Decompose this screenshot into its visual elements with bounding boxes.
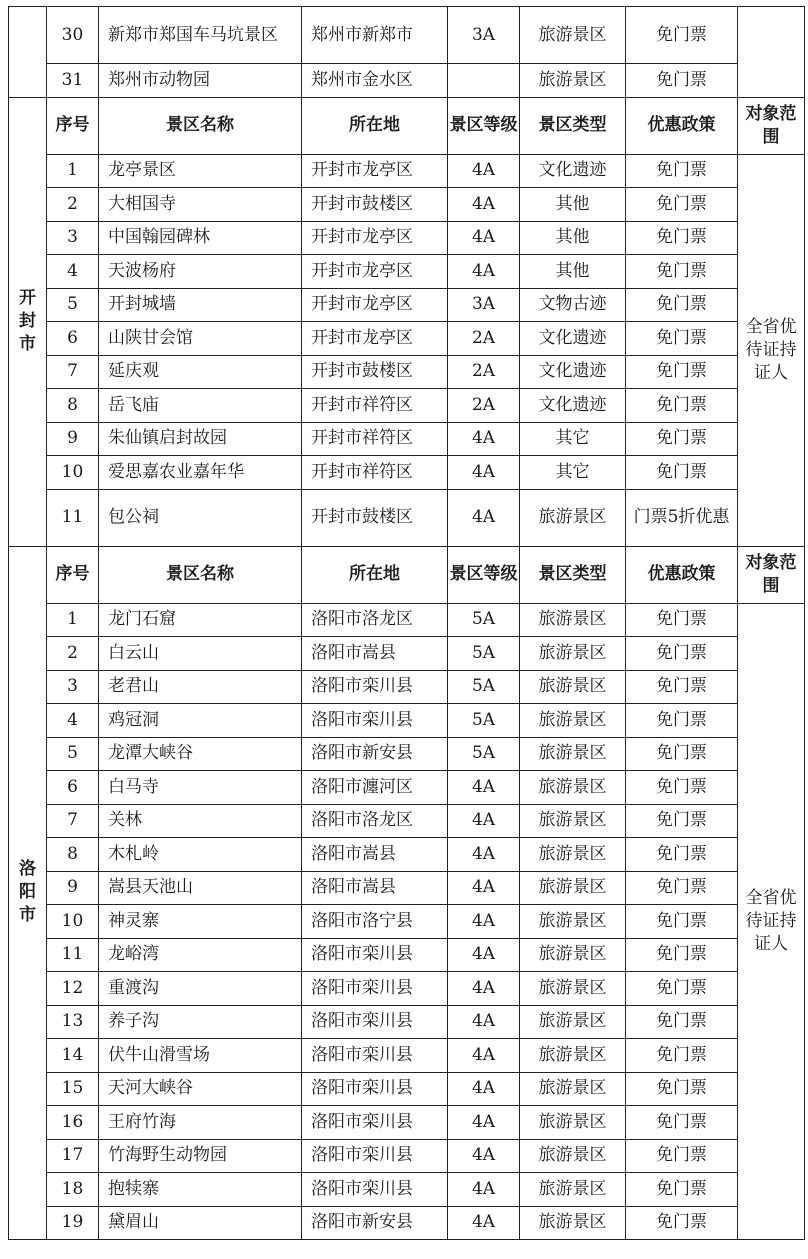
cell-location: 洛阳市瀍河区 [302, 771, 448, 805]
cell-type: 旅游景区 [520, 64, 626, 98]
cell-policy: 免门票 [626, 1005, 738, 1039]
cell-grade: 5A [448, 704, 520, 738]
cell-location: 洛阳市栾川县 [302, 1173, 448, 1207]
header-grade: 景区等级 [448, 97, 520, 154]
table-row [9, 7, 805, 64]
cell-type: 旅游景区 [520, 804, 626, 838]
cell-type: 旅游景区 [520, 871, 626, 905]
table-row [9, 838, 805, 872]
cell-grade: 4A [448, 456, 520, 490]
cell-location: 洛阳市栾川县 [302, 704, 448, 738]
cell-name: 老君山 [99, 670, 302, 704]
cell-name: 天河大峡谷 [99, 1072, 302, 1106]
cell-type: 文物古迹 [520, 288, 626, 322]
table-row [9, 1106, 805, 1140]
cell-policy: 免门票 [626, 871, 738, 905]
table-row [9, 255, 805, 289]
cell-location: 洛阳市栾川县 [302, 938, 448, 972]
cell-policy: 免门票 [626, 737, 738, 771]
cell-grade: 5A [448, 670, 520, 704]
cell-location: 郑州市新郑市 [302, 7, 448, 64]
city-cell-continued [9, 7, 47, 98]
cell-no: 8 [47, 838, 99, 872]
cell-location: 郑州市金水区 [302, 64, 448, 98]
cell-grade: 4A [448, 938, 520, 972]
cell-policy: 免门票 [626, 154, 738, 188]
table-row [9, 389, 805, 423]
cell-no: 1 [47, 603, 99, 637]
cell-location: 开封市龙亭区 [302, 255, 448, 289]
cell-no: 10 [47, 456, 99, 490]
cell-no: 11 [47, 489, 99, 546]
cell-location: 洛阳市嵩县 [302, 637, 448, 671]
cell-no: 7 [47, 804, 99, 838]
cell-name: 养子沟 [99, 1005, 302, 1039]
cell-name: 新郑市郑国车马坑景区 [99, 7, 302, 64]
cell-type: 其他 [520, 188, 626, 222]
cell-grade: 5A [448, 603, 520, 637]
cell-type: 旅游景区 [520, 1206, 626, 1240]
header-scope: 对象范围 [738, 546, 805, 603]
cell-grade: 5A [448, 737, 520, 771]
cell-policy: 免门票 [626, 322, 738, 356]
cell-no: 16 [47, 1106, 99, 1140]
table-row [9, 1173, 805, 1207]
cell-policy: 免门票 [626, 838, 738, 872]
cell-grade [448, 64, 520, 98]
cell-policy: 免门票 [626, 7, 738, 64]
cell-policy: 免门票 [626, 972, 738, 1006]
cell-no: 19 [47, 1206, 99, 1240]
header-policy: 优惠政策 [626, 97, 738, 154]
cell-no: 6 [47, 322, 99, 356]
cell-name: 龙峪湾 [99, 938, 302, 972]
cell-location: 开封市鼓楼区 [302, 188, 448, 222]
cell-policy: 免门票 [626, 456, 738, 490]
cell-no: 8 [47, 389, 99, 423]
cell-type: 文化遗迹 [520, 355, 626, 389]
cell-no: 4 [47, 255, 99, 289]
cell-policy: 免门票 [626, 1072, 738, 1106]
cell-name: 岳飞庙 [99, 389, 302, 423]
cell-no: 5 [47, 737, 99, 771]
city-cell: 开封市 [9, 97, 47, 546]
header-location: 所在地 [302, 97, 448, 154]
cell-type: 旅游景区 [520, 489, 626, 546]
cell-type: 旅游景区 [520, 7, 626, 64]
cell-name: 龙潭大峡谷 [99, 737, 302, 771]
cell-no: 13 [47, 1005, 99, 1039]
cell-no: 17 [47, 1139, 99, 1173]
cell-type: 文化遗迹 [520, 154, 626, 188]
cell-no: 18 [47, 1173, 99, 1207]
cell-type: 旅游景区 [520, 637, 626, 671]
cell-no: 30 [47, 7, 99, 64]
cell-location: 开封市祥符区 [302, 389, 448, 423]
cell-grade: 2A [448, 355, 520, 389]
cell-policy: 免门票 [626, 355, 738, 389]
cell-no: 11 [47, 938, 99, 972]
table-row [9, 804, 805, 838]
table-row [9, 771, 805, 805]
cell-no: 3 [47, 670, 99, 704]
cell-name: 天波杨府 [99, 255, 302, 289]
cell-no: 14 [47, 1039, 99, 1073]
cell-location: 开封市祥符区 [302, 456, 448, 490]
cell-location: 洛阳市栾川县 [302, 1106, 448, 1140]
header-type: 景区类型 [520, 97, 626, 154]
table-row [9, 422, 805, 456]
cell-name: 白云山 [99, 637, 302, 671]
cell-name: 山陕甘会馆 [99, 322, 302, 356]
cell-policy: 免门票 [626, 1173, 738, 1207]
cell-location: 开封市鼓楼区 [302, 489, 448, 546]
cell-location: 开封市龙亭区 [302, 154, 448, 188]
cell-policy: 免门票 [626, 771, 738, 805]
cell-location: 洛阳市新安县 [302, 1206, 448, 1240]
table-row [9, 905, 805, 939]
cell-no: 31 [47, 64, 99, 98]
cell-name: 竹海野生动物园 [99, 1139, 302, 1173]
cell-name: 黛眉山 [99, 1206, 302, 1240]
table-row [9, 1072, 805, 1106]
cell-type: 旅游景区 [520, 1072, 626, 1106]
cell-name: 嵩县天池山 [99, 871, 302, 905]
cell-grade: 4A [448, 255, 520, 289]
cell-name: 包公祠 [99, 489, 302, 546]
table-row [9, 871, 805, 905]
cell-type: 旅游景区 [520, 1106, 626, 1140]
cell-no: 4 [47, 704, 99, 738]
cell-location: 洛阳市嵩县 [302, 871, 448, 905]
cell-grade: 4A [448, 1139, 520, 1173]
cell-policy: 免门票 [626, 938, 738, 972]
cell-type: 旅游景区 [520, 603, 626, 637]
cell-grade: 4A [448, 905, 520, 939]
table-row [9, 154, 805, 188]
scope-cell: 全省优待证持证人 [738, 603, 805, 1240]
table-row [9, 938, 805, 972]
cell-policy: 免门票 [626, 1039, 738, 1073]
cell-no: 5 [47, 288, 99, 322]
table-row [9, 1206, 805, 1240]
cell-policy: 免门票 [626, 1139, 738, 1173]
cell-type: 旅游景区 [520, 1139, 626, 1173]
cell-policy: 免门票 [626, 670, 738, 704]
cell-name: 神灵寨 [99, 905, 302, 939]
cell-name: 伏牛山滑雪场 [99, 1039, 302, 1073]
cell-no: 6 [47, 771, 99, 805]
cell-no: 7 [47, 355, 99, 389]
header-row [9, 97, 805, 154]
header-row [9, 546, 805, 603]
cell-grade: 4A [448, 838, 520, 872]
cell-name: 木札岭 [99, 838, 302, 872]
cell-policy: 免门票 [626, 804, 738, 838]
cell-type: 旅游景区 [520, 737, 626, 771]
cell-no: 10 [47, 905, 99, 939]
cell-policy: 免门票 [626, 422, 738, 456]
cell-policy: 免门票 [626, 221, 738, 255]
header-policy: 优惠政策 [626, 546, 738, 603]
cell-grade: 3A [448, 7, 520, 64]
cell-policy: 免门票 [626, 603, 738, 637]
table-row [9, 456, 805, 490]
cell-type: 旅游景区 [520, 1173, 626, 1207]
table-row [9, 1005, 805, 1039]
table-row [9, 355, 805, 389]
cell-type: 旅游景区 [520, 938, 626, 972]
header-scope: 对象范围 [738, 97, 805, 154]
cell-policy: 免门票 [626, 389, 738, 423]
cell-location: 洛阳市嵩县 [302, 838, 448, 872]
cell-grade: 4A [448, 871, 520, 905]
cell-location: 开封市祥符区 [302, 422, 448, 456]
table-row [9, 188, 805, 222]
cell-location: 洛阳市栾川县 [302, 1005, 448, 1039]
cell-location: 开封市鼓楼区 [302, 355, 448, 389]
cell-no: 9 [47, 871, 99, 905]
cell-location: 洛阳市栾川县 [302, 1039, 448, 1073]
cell-policy: 免门票 [626, 1106, 738, 1140]
cell-policy: 免门票 [626, 255, 738, 289]
table-row [9, 288, 805, 322]
header-type: 景区类型 [520, 546, 626, 603]
scope-cell: 全省优待证持证人 [738, 154, 805, 546]
cell-grade: 4A [448, 972, 520, 1006]
table-row [9, 972, 805, 1006]
cell-location: 洛阳市栾川县 [302, 1072, 448, 1106]
cell-grade: 4A [448, 1005, 520, 1039]
cell-no: 12 [47, 972, 99, 1006]
table-row [9, 221, 805, 255]
cell-type: 旅游景区 [520, 670, 626, 704]
cell-location: 洛阳市栾川县 [302, 670, 448, 704]
cell-no: 9 [47, 422, 99, 456]
cell-name: 抱犊寨 [99, 1173, 302, 1207]
cell-name: 大相国寺 [99, 188, 302, 222]
cell-policy: 免门票 [626, 288, 738, 322]
cell-type: 其它 [520, 456, 626, 490]
cell-name: 鸡冠洞 [99, 704, 302, 738]
cell-name: 王府竹海 [99, 1106, 302, 1140]
cell-location: 洛阳市洛龙区 [302, 603, 448, 637]
cell-grade: 4A [448, 1072, 520, 1106]
cell-location: 洛阳市洛宁县 [302, 905, 448, 939]
cell-no: 2 [47, 188, 99, 222]
table-row [9, 489, 805, 546]
header-grade: 景区等级 [448, 546, 520, 603]
cell-location: 洛阳市洛龙区 [302, 804, 448, 838]
cell-type: 其他 [520, 221, 626, 255]
cell-grade: 2A [448, 389, 520, 423]
table-row [9, 322, 805, 356]
cell-grade: 4A [448, 188, 520, 222]
cell-grade: 2A [448, 322, 520, 356]
scope-cell-continued [738, 7, 805, 98]
cell-no: 1 [47, 154, 99, 188]
table-row [9, 704, 805, 738]
cell-type: 其它 [520, 422, 626, 456]
cell-name: 重渡沟 [99, 972, 302, 1006]
cell-location: 开封市龙亭区 [302, 288, 448, 322]
cell-policy: 免门票 [626, 905, 738, 939]
cell-no: 3 [47, 221, 99, 255]
cell-policy: 免门票 [626, 1206, 738, 1240]
header-name: 景区名称 [99, 546, 302, 603]
table-body [9, 7, 805, 1240]
cell-type: 旅游景区 [520, 704, 626, 738]
table-row [9, 637, 805, 671]
cell-name: 中国翰园碑林 [99, 221, 302, 255]
cell-location: 洛阳市新安县 [302, 737, 448, 771]
cell-grade: 4A [448, 771, 520, 805]
cell-grade: 4A [448, 1106, 520, 1140]
cell-grade: 4A [448, 1173, 520, 1207]
cell-grade: 4A [448, 422, 520, 456]
cell-name: 龙亭景区 [99, 154, 302, 188]
cell-type: 文化遗迹 [520, 389, 626, 423]
cell-name: 延庆观 [99, 355, 302, 389]
cell-name: 龙门石窟 [99, 603, 302, 637]
cell-grade: 4A [448, 221, 520, 255]
header-no: 序号 [47, 546, 99, 603]
cell-grade: 4A [448, 804, 520, 838]
cell-name: 关林 [99, 804, 302, 838]
cell-grade: 5A [448, 637, 520, 671]
city-cell: 洛阳市 [9, 546, 47, 1240]
cell-location: 洛阳市栾川县 [302, 1139, 448, 1173]
cell-location: 开封市龙亭区 [302, 322, 448, 356]
cell-grade: 4A [448, 154, 520, 188]
cell-name: 开封城墙 [99, 288, 302, 322]
cell-name: 朱仙镇启封故园 [99, 422, 302, 456]
header-no: 序号 [47, 97, 99, 154]
cell-type: 旅游景区 [520, 1039, 626, 1073]
cell-location: 开封市龙亭区 [302, 221, 448, 255]
table-row [9, 1039, 805, 1073]
table-row [9, 670, 805, 704]
cell-name: 郑州市动物园 [99, 64, 302, 98]
cell-type: 旅游景区 [520, 972, 626, 1006]
cell-policy: 免门票 [626, 637, 738, 671]
cell-type: 文化遗迹 [520, 322, 626, 356]
cell-grade: 3A [448, 288, 520, 322]
cell-policy: 免门票 [626, 704, 738, 738]
cell-type: 其他 [520, 255, 626, 289]
cell-type: 旅游景区 [520, 838, 626, 872]
table-row [9, 603, 805, 637]
cell-type: 旅游景区 [520, 1005, 626, 1039]
cell-type: 旅游景区 [520, 771, 626, 805]
cell-no: 2 [47, 637, 99, 671]
cell-location: 洛阳市栾川县 [302, 972, 448, 1006]
cell-grade: 4A [448, 489, 520, 546]
cell-grade: 4A [448, 1206, 520, 1240]
table-row [9, 1139, 805, 1173]
cell-policy: 门票5折优惠 [626, 489, 738, 546]
table-row [9, 737, 805, 771]
cell-type: 旅游景区 [520, 905, 626, 939]
cell-policy: 免门票 [626, 188, 738, 222]
header-name: 景区名称 [99, 97, 302, 154]
cell-policy: 免门票 [626, 64, 738, 98]
header-location: 所在地 [302, 546, 448, 603]
table-row [9, 64, 805, 98]
scenic-spots-table [8, 6, 805, 1240]
cell-grade: 4A [448, 1039, 520, 1073]
cell-name: 爱思嘉农业嘉年华 [99, 456, 302, 490]
cell-name: 白马寺 [99, 771, 302, 805]
cell-no: 15 [47, 1072, 99, 1106]
